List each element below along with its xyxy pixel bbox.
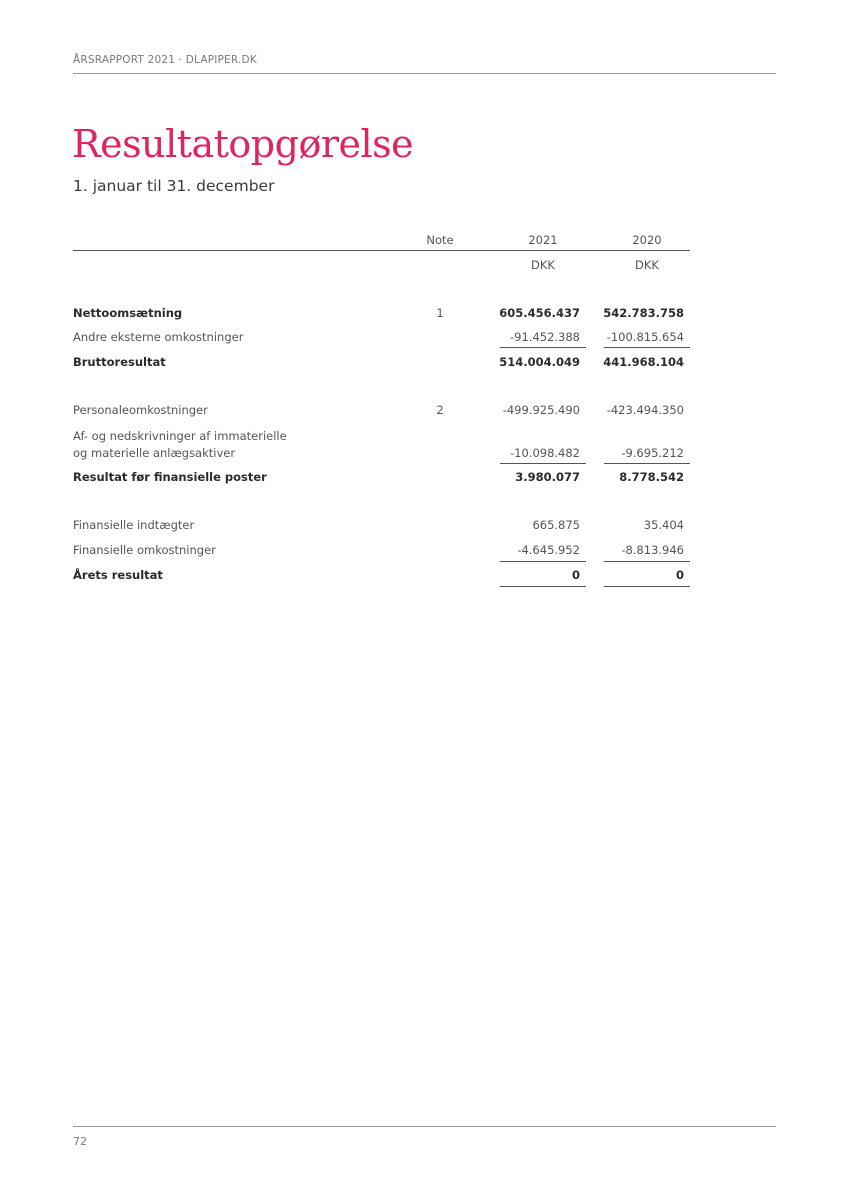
subtotal-line-2020 xyxy=(604,347,690,348)
page-subtitle: 1. januar til 31. december xyxy=(73,177,275,195)
row-label-andre: Andre eksterne omkostninger xyxy=(73,330,244,344)
row-value-2021: -91.452.388 xyxy=(510,330,580,344)
subtotal-line-2021 xyxy=(500,347,586,348)
row-value-2020: 8.778.542 xyxy=(619,470,684,484)
col-header-2021: 2021 xyxy=(528,233,558,247)
row-value-2021: 0 xyxy=(571,568,580,582)
row-value-2020: -8.813.946 xyxy=(621,543,684,557)
currency-2020: DKK xyxy=(635,258,659,272)
row-value-2021: 665.875 xyxy=(532,518,580,532)
row-label-aarets-resultat: Årets resultat xyxy=(73,568,163,582)
row-label-bruttoresultat: Bruttoresultat xyxy=(73,355,166,369)
row-value-2020: 0 xyxy=(675,568,684,582)
total-line-2020 xyxy=(604,586,690,587)
row-label-personale: Personaleomkostninger xyxy=(73,403,208,417)
row-value-2020: 542.783.758 xyxy=(603,306,684,320)
row-label-fin-indtaegter: Finansielle indtægter xyxy=(73,518,195,532)
row-value-2021: -4.645.952 xyxy=(517,543,580,557)
row-label-afskrivninger-line2: og materielle anlægsaktiver xyxy=(73,446,236,460)
header-rule xyxy=(73,73,776,74)
row-value-2021: -499.925.490 xyxy=(502,403,580,417)
header-underline xyxy=(73,250,690,251)
row-label-resultat-foer-fin: Resultat før finansielle poster xyxy=(73,470,267,484)
row-note-nettoomsaetning: 1 xyxy=(436,306,444,320)
row-value-2021: 514.004.049 xyxy=(499,355,580,369)
subtotal-line-2021 xyxy=(500,561,586,562)
page-number: 72 xyxy=(73,1135,87,1148)
page-title: Resultatopgørelse xyxy=(72,122,414,166)
row-label-nettoomsaetning: Nettoomsætning xyxy=(73,306,183,320)
row-value-2020: -9.695.212 xyxy=(621,446,684,460)
row-value-2020: 35.404 xyxy=(643,518,684,532)
currency-2021: DKK xyxy=(531,258,555,272)
row-value-2020: -423.494.350 xyxy=(606,403,684,417)
row-value-2020: -100.815.654 xyxy=(606,330,684,344)
subtotal-line-2020 xyxy=(604,561,690,562)
row-value-2020: 441.968.104 xyxy=(603,355,684,369)
row-value-2021: 605.456.437 xyxy=(499,306,580,320)
row-label-fin-omkostninger: Finansielle omkostninger xyxy=(73,543,216,557)
footer-rule xyxy=(73,1126,776,1127)
row-label-afskrivninger-line1: Af- og nedskrivninger af immaterielle xyxy=(73,429,287,443)
subtotal-line-2021 xyxy=(500,463,586,464)
col-header-note: Note xyxy=(426,233,454,247)
row-note-personale: 2 xyxy=(436,403,444,417)
subtotal-line-2020 xyxy=(604,463,690,464)
total-line-2021 xyxy=(500,586,586,587)
col-header-2020: 2020 xyxy=(632,233,662,247)
running-header: ÅRSRAPPORT 2021 · DLAPIPER.DK xyxy=(73,54,257,66)
row-value-2021: 3.980.077 xyxy=(515,470,580,484)
row-value-2021: -10.098.482 xyxy=(510,446,580,460)
